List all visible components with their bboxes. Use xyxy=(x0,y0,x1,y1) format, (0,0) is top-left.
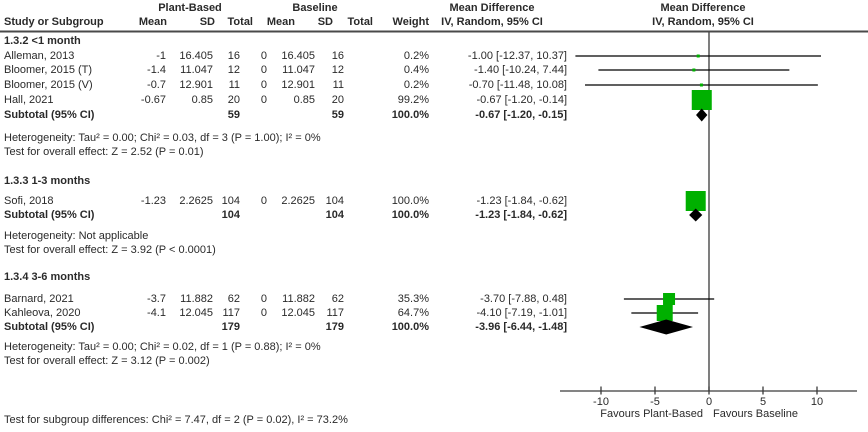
cell-sd_t: 12.045 xyxy=(179,307,213,319)
cell-weight: 35.3% xyxy=(397,293,429,305)
cell-weight: 0.4% xyxy=(403,64,429,76)
favours-right-label: Favours Baseline xyxy=(713,408,798,420)
cell-ci: -3.96 [-6.44, -1.48] xyxy=(475,321,567,333)
cell-total_c: 104 xyxy=(325,195,344,207)
col-weight-header: Weight xyxy=(392,16,429,28)
cell-total_t: 11 xyxy=(228,79,240,91)
cell-total_c: 16 xyxy=(331,50,344,62)
cell-weight: 100.0% xyxy=(391,321,429,333)
cell-total_c: 11 xyxy=(332,79,344,91)
col-sd1-header: SD xyxy=(199,16,215,28)
cell-mean_t: -4.1 xyxy=(147,307,166,319)
study-label: Kahleova, 2020 xyxy=(4,307,81,319)
overall-test-note: Test for overall effect: Z = 2.52 (P = 0.01) xyxy=(4,146,204,158)
effect-marker xyxy=(657,305,673,321)
cell-mean_t: -1 xyxy=(156,50,166,62)
cell-weight: 100.0% xyxy=(391,209,429,221)
subgroup-title: 1.3.2 <1 month xyxy=(4,35,81,47)
cell-total_t: 16 xyxy=(227,50,240,62)
effect-marker xyxy=(697,55,700,58)
cell-sd_c: 2.2625 xyxy=(281,195,315,207)
cell-total_t: 117 xyxy=(222,307,240,319)
group2-header: Baseline xyxy=(292,2,338,14)
cell-total_t: 20 xyxy=(227,94,240,106)
cell-mean_t: -3.7 xyxy=(147,293,166,305)
study-label: Alleman, 2013 xyxy=(4,50,75,62)
col-mean1-header: Mean xyxy=(138,16,167,28)
cell-sd_t: 16.405 xyxy=(179,50,213,62)
cell-total_c: 179 xyxy=(325,321,344,333)
col-total1-header: Total xyxy=(227,16,253,28)
cell-total_t: 12 xyxy=(227,64,240,76)
cell-sd_t: 11.882 xyxy=(180,293,213,305)
cell-sd_c: 0.85 xyxy=(293,94,315,106)
cell-sd_t: 12.901 xyxy=(179,79,213,91)
col-sd2-header: SD xyxy=(317,16,333,28)
cell-total_t: 179 xyxy=(221,321,240,333)
group1-header: Plant-Based xyxy=(158,2,222,14)
heterogeneity-note: Heterogeneity: Tau² = 0.00; Chi² = 0.03, df = 3 (P = 1.00); I² = 0% xyxy=(4,132,321,144)
cell-weight: 0.2% xyxy=(403,79,429,91)
study-label: Barnard, 2021 xyxy=(4,293,74,305)
cell-total_t: 104 xyxy=(221,209,240,221)
cell-mean_c: 0 xyxy=(260,79,267,91)
cell-mean_c: 0 xyxy=(260,94,267,106)
md-plot-header: Mean Difference xyxy=(660,2,746,14)
study-label: Sofi, 2018 xyxy=(4,195,54,207)
subtotal-diamond xyxy=(689,209,702,222)
cell-total_t: 104 xyxy=(221,195,240,207)
cell-ci: -1.23 [-1.84, -0.62] xyxy=(476,195,567,207)
heterogeneity-note: Heterogeneity: Tau² = 0.00; Chi² = 0.02, df = 1 (P = 0.88); I² = 0% xyxy=(4,341,321,353)
overall-test-note: Test for overall effect: Z = 3.92 (P < 0.0001) xyxy=(4,244,216,256)
study-label: Bloomer, 2015 (T) xyxy=(4,64,93,76)
subtotal-label: Subtotal (95% CI) xyxy=(4,321,95,333)
cell-sd_c: 11.047 xyxy=(282,64,315,76)
cell-total_c: 117 xyxy=(326,307,344,319)
md-stats-header: Mean Difference xyxy=(449,2,535,14)
cell-mean_c: 0 xyxy=(260,293,267,305)
cell-ci: -0.67 [-1.20, -0.15] xyxy=(475,109,567,121)
cell-sd_c: 11.882 xyxy=(282,293,315,305)
cell-sd_t: 11.047 xyxy=(180,64,213,76)
subgroup-title: 1.3.4 3-6 months xyxy=(4,271,91,283)
effect-marker xyxy=(663,293,675,305)
subtotal-label: Subtotal (95% CI) xyxy=(4,109,95,121)
axis-tick-label: -10 xyxy=(593,396,609,408)
cell-ci: -0.70 [-11.48, 10.08] xyxy=(468,79,567,91)
cell-ci: -4.10 [-7.19, -1.01] xyxy=(476,307,567,319)
axis-tick-label: 0 xyxy=(705,396,713,408)
cell-ci: -1.40 [-10.24, 7.44] xyxy=(474,64,567,76)
favours-left-label: Favours Plant-Based xyxy=(600,408,703,420)
study-label: Bloomer, 2015 (V) xyxy=(4,79,93,91)
col-study-header: Study or Subgroup xyxy=(4,16,104,28)
cell-ci: -1.23 [-1.84, -0.62] xyxy=(475,209,567,221)
effect-marker xyxy=(700,84,703,87)
cell-mean_t: -1.4 xyxy=(147,64,166,76)
cell-mean_c: 0 xyxy=(260,50,267,62)
col-ci-plot-header: IV, Random, 95% CI xyxy=(652,16,754,28)
cell-sd_t: 0.85 xyxy=(191,94,213,106)
subgroup-title: 1.3.3 1-3 months xyxy=(4,175,91,187)
cell-sd_c: 16.405 xyxy=(281,50,315,62)
cell-sd_c: 12.901 xyxy=(281,79,315,91)
study-label: Hall, 2021 xyxy=(4,94,54,106)
overall-test-note: Test for overall effect: Z = 3.12 (P = 0.002) xyxy=(4,355,210,367)
subtotal-diamond xyxy=(696,109,707,122)
cell-mean_c: 0 xyxy=(260,64,267,76)
cell-total_c: 12 xyxy=(331,64,344,76)
cell-weight: 0.2% xyxy=(403,50,429,62)
cell-total_c: 59 xyxy=(331,109,344,121)
cell-sd_t: 2.2625 xyxy=(179,195,213,207)
cell-weight: 99.2% xyxy=(397,94,429,106)
cell-weight: 100.0% xyxy=(391,195,429,207)
axis-tick-label: -5 xyxy=(650,396,660,408)
effect-marker xyxy=(692,90,712,110)
col-ci-stats-header: IV, Random, 95% CI xyxy=(441,16,543,28)
cell-ci: -1.00 [-12.37, 10.37] xyxy=(467,50,567,62)
axis-tick-label: 5 xyxy=(759,396,767,408)
axis-tick-label: 10 xyxy=(810,396,824,408)
cell-ci: -0.67 [-1.20, -0.14] xyxy=(476,94,567,106)
cell-mean_t: -0.7 xyxy=(147,79,166,91)
col-mean2-header: Mean xyxy=(266,16,295,28)
cell-mean_t: -1.23 xyxy=(140,195,166,207)
cell-weight: 100.0% xyxy=(391,109,429,121)
col-total2-header: Total xyxy=(347,16,373,28)
heterogeneity-note: Heterogeneity: Not applicable xyxy=(4,230,149,242)
effect-marker xyxy=(686,191,706,211)
cell-ci: -3.70 [-7.88, 0.48] xyxy=(480,293,567,305)
cell-total_c: 20 xyxy=(331,94,344,106)
subtotal-diamond xyxy=(639,320,693,335)
cell-mean_c: 0 xyxy=(260,195,267,207)
cell-sd_c: 12.045 xyxy=(281,307,315,319)
cell-mean_t: -0.67 xyxy=(140,94,166,106)
cell-total_c: 62 xyxy=(331,293,344,305)
cell-total_t: 59 xyxy=(227,109,240,121)
cell-total_t: 62 xyxy=(227,293,240,305)
cell-weight: 64.7% xyxy=(397,307,429,319)
cell-mean_c: 0 xyxy=(260,307,267,319)
subgroup-difference-test: Test for subgroup differences: Chi² = 7.47, df = 2 (P = 0.02), I² = 73.2% xyxy=(4,414,348,426)
cell-total_c: 104 xyxy=(325,209,344,221)
effect-marker xyxy=(692,69,695,72)
subtotal-label: Subtotal (95% CI) xyxy=(4,209,95,221)
